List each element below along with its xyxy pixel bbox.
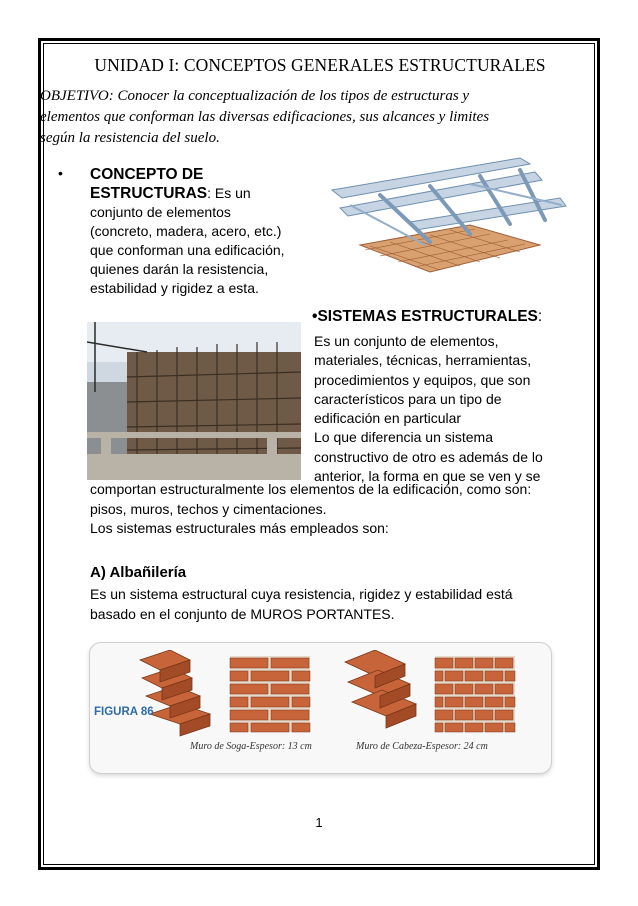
concept-section [90, 165, 312, 298]
sistemas-line: constructivo de otro es además de lo [314, 448, 543, 465]
concept-text: : Es un [207, 185, 251, 201]
sistemas-line: Los sistemas estructurales más empleados son: [90, 520, 389, 536]
brick-walls-illustration [130, 650, 540, 740]
albanileria-line: Es un sistema estructural cuya resistencia, rigidez y estabilidad está [90, 586, 513, 602]
sistemas-line: comportan estructuralmente los elementos de la edificación, como son: [90, 481, 532, 497]
sistemas-line: anterior, la forma en que se ven y se [314, 468, 541, 485]
albanileria-line: basado en el conjunto de MUROS PORTANTES. [90, 605, 395, 622]
bullet-icon: • [58, 165, 63, 181]
concept-heading: CONCEPTO DE [90, 166, 204, 183]
objective-paragraph [40, 86, 600, 149]
page-number: 1 [315, 815, 323, 830]
concept-text: que conforman una edificación, [90, 242, 285, 258]
sistemas-heading-colon: : [537, 308, 543, 325]
figure-caption-left: Muro de Soga-Espesor: 13 cm [190, 741, 312, 752]
construction-photo [87, 322, 301, 480]
bullet-icon: • [312, 308, 318, 325]
sistemas-text [314, 332, 584, 486]
concept-text: conjunto de elementos [90, 204, 231, 220]
sistemas-line: edificación en particular [314, 410, 462, 427]
albanileria-text [90, 585, 590, 624]
sistemas-heading-text: SISTEMAS ESTRUCTURALES [317, 308, 538, 325]
sistemas-line: Lo que diferencia un sistema [314, 429, 493, 446]
sistemas-heading [312, 308, 592, 326]
concept-text: estabilidad y rigidez a esta. [90, 280, 259, 296]
steel-structure-illustration [320, 150, 578, 288]
objective-line: elementos que conforman las diversas edificaciones, sus alcances y limites [40, 109, 490, 125]
figure-caption-right: Muro de Cabeza-Espesor: 24 cm [356, 741, 488, 752]
sistemas-continuation [90, 480, 590, 539]
sistemas-line: procedimientos y equipos, que son [314, 371, 531, 388]
concept-heading: ESTRUCTURAS [90, 185, 208, 202]
objective-line: OBJETIVO: Conocer la conceptualización de los tipos de estructuras y [40, 88, 470, 104]
document-title: UNIDAD I: CONCEPTOS GENERALES ESTRUCTURALES [94, 55, 546, 75]
sistemas-line: pisos, muros, techos y cimentaciones. [90, 500, 327, 517]
concept-text: quienes darán la resistencia, [90, 261, 269, 277]
figure-label: FIGURA 86 [94, 706, 154, 718]
sistemas-line: materiales, técnicas, herramientas, [314, 352, 532, 369]
sistemas-line: Es un conjunto de elementos, [314, 333, 499, 349]
albanileria-heading: A) Albañilería [90, 564, 187, 581]
concept-text: (concreto, madera, acero, etc.) [90, 223, 282, 239]
sistemas-line: característicos para un tipo de [314, 390, 502, 407]
objective-line: según la resistencia del suelo. [40, 130, 220, 146]
